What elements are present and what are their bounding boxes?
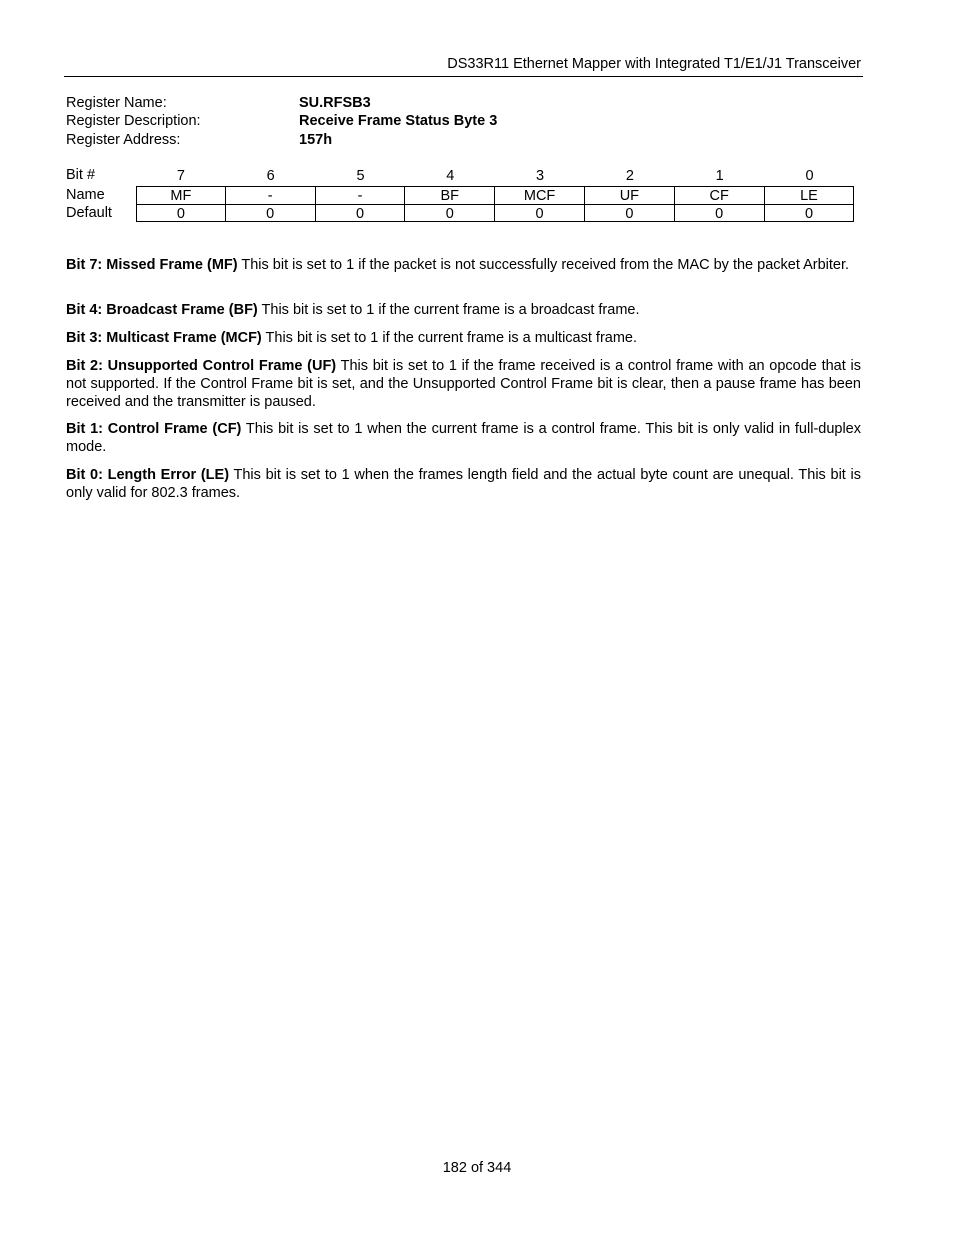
bit-default-cell: 0 — [316, 204, 406, 222]
bit-2-heading: Bit 2: Unsupported Control Frame (UF) — [66, 358, 337, 374]
bit-3-heading: Bit 3: Multicast Frame (MCF) — [66, 330, 262, 346]
bit-number-cell: 2 — [625, 168, 634, 184]
bit-number-cell: 4 — [446, 168, 455, 184]
bit-3-text: This bit is set to 1 if the current frame is a multicast frame. — [261, 330, 638, 346]
bit-name-cell: - — [316, 186, 406, 204]
register-address-row — [66, 131, 497, 149]
bit-4-heading: Bit 4: Broadcast Frame (BF) — [66, 302, 258, 318]
bit-7-text: This bit is set to 1 if the packet is not successfully received from the MAC by the packet Arbiter. — [237, 257, 850, 273]
register-description-row — [66, 112, 497, 130]
register-description-label: Register Description: — [66, 113, 201, 130]
bit-number-cell: 6 — [266, 168, 275, 184]
register-info — [66, 94, 497, 149]
bit-number-label: Bit # — [66, 167, 96, 183]
bit-3-description — [66, 329, 861, 347]
bit-0-text: This bit is set to 1 when the frames length field and the actual byte count are unequal. This bit is only valid for 802.3 frames. — [66, 467, 861, 502]
register-name-label: Register Name: — [66, 95, 167, 111]
register-name-value: SU.RFSB3 — [299, 95, 371, 111]
bit-name-cell: - — [226, 186, 316, 204]
bit-number-cell: 1 — [715, 168, 724, 184]
bit-default-cell: 0 — [226, 204, 316, 222]
page-header-title: DS33R11 Ethernet Mapper with Integrated T1/E1/J1 Transceiver — [447, 56, 861, 72]
bit-default-cell: 0 — [405, 204, 495, 222]
register-name-row — [66, 94, 497, 112]
bit-number-cell: 7 — [176, 168, 185, 184]
bit-7-description — [66, 256, 861, 274]
register-address-label: Register Address: — [66, 131, 181, 148]
bit-number-cell: 3 — [536, 168, 545, 184]
bit-1-heading: Bit 1: Control Frame (CF) — [66, 421, 242, 437]
bit-name-cell: UF — [585, 186, 675, 204]
bit-4-text: This bit is set to 1 if the current frame is a broadcast frame. — [257, 302, 640, 318]
bit-1-text: This bit is set to 1 when the current frame is a control frame. This bit is only valid in full-duplex mode. — [66, 421, 861, 456]
register-description-value: Receive Frame Status Byte 3 — [299, 113, 498, 130]
bit-name-cell: MCF — [495, 186, 585, 204]
bit-name-cell: CF — [675, 186, 765, 204]
bit-0-heading: Bit 0: Length Error (LE) — [66, 467, 230, 483]
bit-default-cell: 0 — [585, 204, 675, 222]
bit-default-cell: 0 — [136, 204, 226, 222]
bit-default-label: Default — [66, 205, 112, 221]
bit-default-cell: 0 — [765, 204, 855, 222]
bit-number-cell: 0 — [805, 168, 814, 184]
bit-2-description — [66, 357, 861, 412]
bit-name-cell: MF — [136, 186, 226, 204]
bit-name-label: Name — [66, 187, 105, 203]
bit-4-description — [66, 301, 861, 319]
bit-1-description — [66, 420, 861, 456]
header-divider — [64, 76, 863, 77]
bit-2-text: This bit is set to 1 if the frame received is a control frame with an opcode that is not supported. If the Control Frame bit is set, and the Unsupported Control Frame bit is clear, then a pause frame has been received and the transmitter is paused. — [66, 358, 861, 411]
bit-name-cell: LE — [765, 186, 855, 204]
bit-0-description — [66, 466, 861, 502]
register-address-value: 157h — [299, 131, 333, 148]
bit-number-cell: 5 — [356, 168, 365, 184]
bit-name-cell: BF — [405, 186, 495, 204]
bit-7-heading: Bit 7: Missed Frame (MF) — [66, 257, 238, 273]
page-number: 182 of 344 — [442, 1160, 512, 1176]
bit-default-cell: 0 — [495, 204, 585, 222]
bit-default-cell: 0 — [675, 204, 765, 222]
